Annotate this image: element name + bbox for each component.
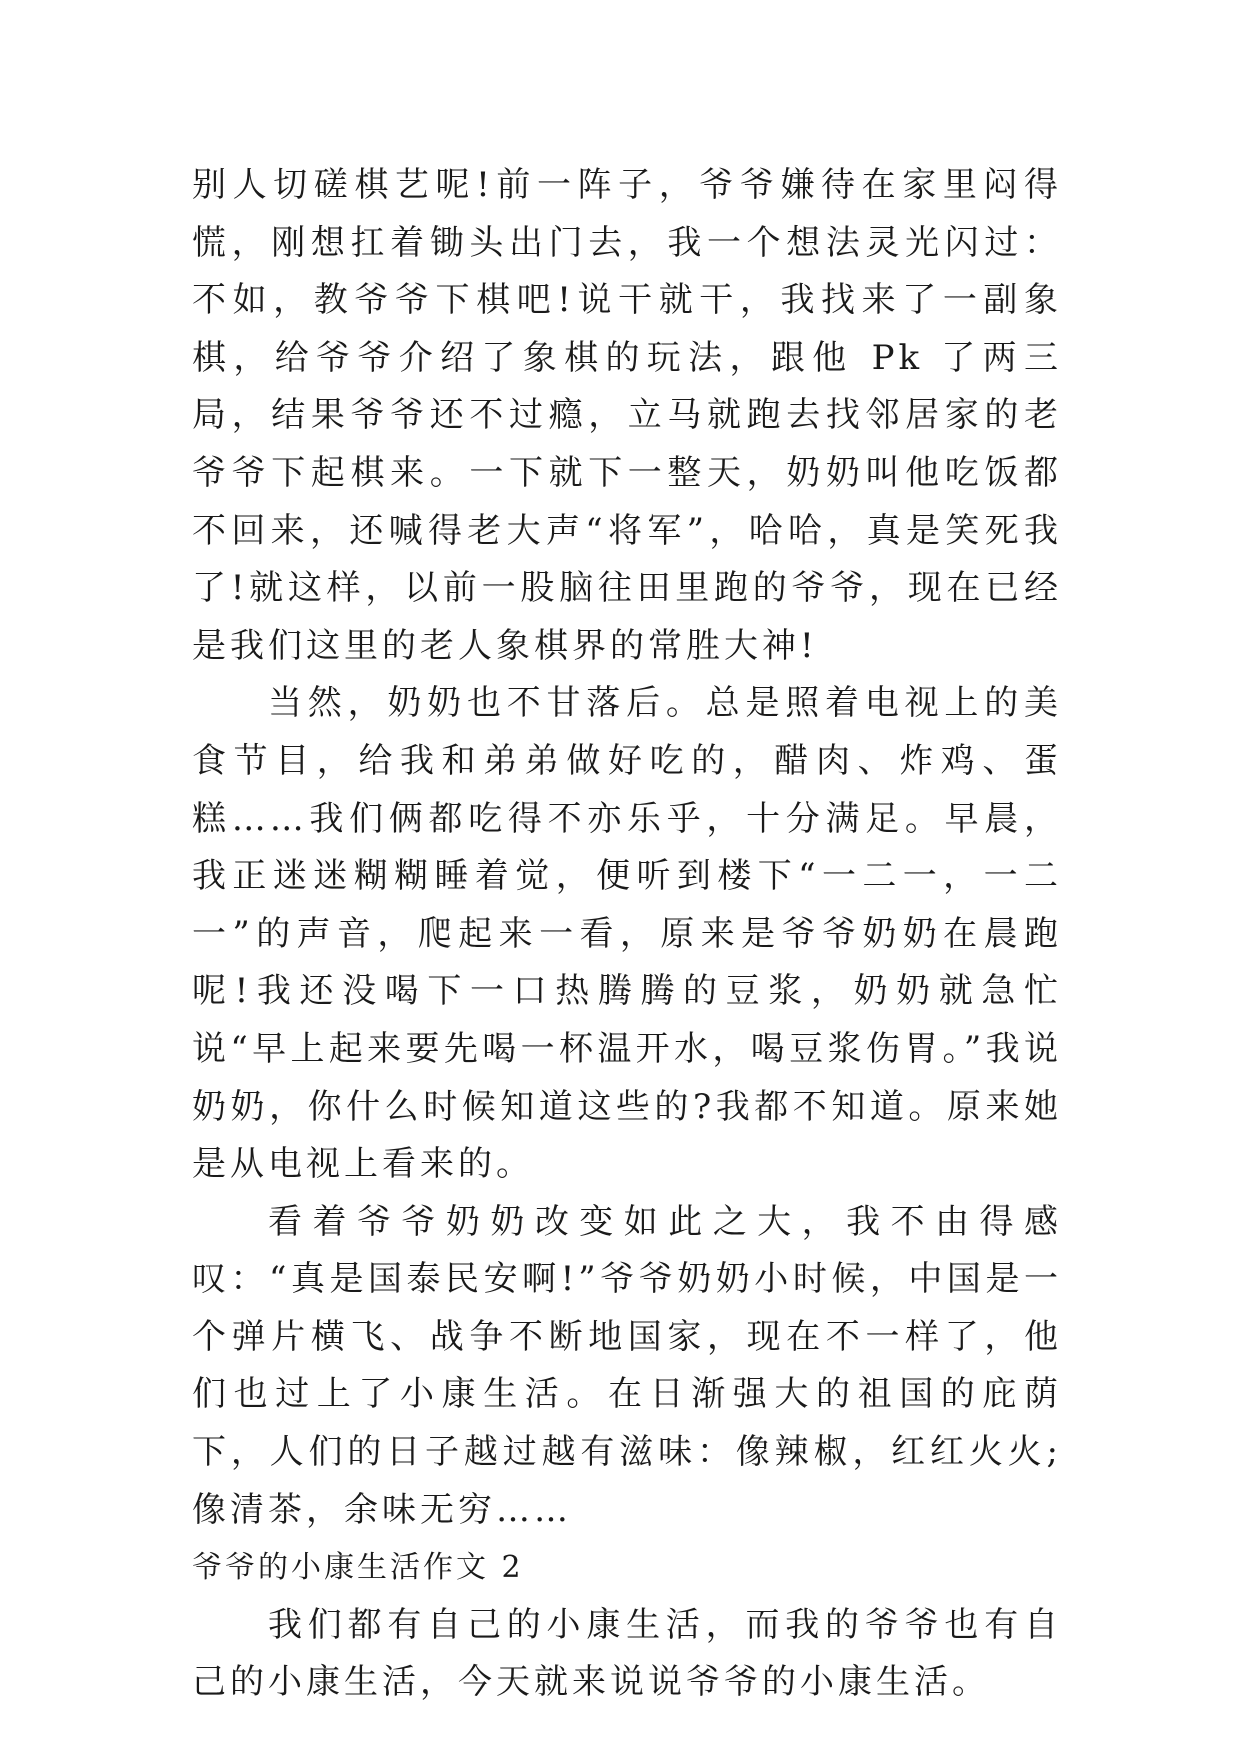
paragraph-grandma: 当然，奶奶也不甘落后。总是照着电视上的美食节目，给我和弟弟做好吃的，醋肉、炸鸡、蛋糕……我们俩都吃得不亦乐乎，十分满足。早晨，我正迷迷糊糊睡着觉，便听到楼下“一二一，一二一”的声音，爬起来一看，原来是爷爷奶奶在晨跑呢!我还没喝下一口热腾腾的豆浆，奶奶就急忙说“早上起来要先喝一杯温开水，喝豆浆伤胃。”我说奶奶，你什么时候知道这些的?我都不知道。原来她是从电视上看来的。 — [192, 683, 1062, 1185]
document-body — [192, 157, 1062, 1712]
paragraph-essay-2-intro: 我们都有自己的小康生活，而我的爷爷也有自己的小康生活，今天就来说说爷爷的小康生活。 — [192, 1604, 1062, 1703]
paragraph-reflection: 看着爷爷奶奶改变如此之大，我不由得感叹：“真是国泰民安啊!”爷爷奶奶小时候，中国是一个弹片横飞、战争不断地国家，现在不一样了，他们也过上了小康生活。在日渐强大的祖国的庇荫下，人们的日子越过越有滋味：像辣椒，红红火火;像清茶，余味无穷…… — [192, 1201, 1062, 1530]
paragraph-continued: 别人切磋棋艺呢!前一阵子，爷爷嫌待在家里闷得慌，刚想扛着锄头出门去，我一个想法灵光闪过：不如，教爷爷下棋吧!说干就干，我找来了一副象棋，给爷爷介绍了象棋的玩法，跟他 Pk 了两三局，结果爷爷还不过瘾，立马就跑去找邻居家的老爷爷下起棋来。一下就下一整天，奶奶叫他吃饭都不回来，还喊得老大声“将军”，哈哈，真是笑死我了!就这样，以前一股脑往田里跑的爷爷，现在已经是我们这里的老人象棋界的常胜大神! — [192, 165, 1062, 666]
section-title: 爷爷的小康生活作文 2 — [192, 1550, 524, 1586]
